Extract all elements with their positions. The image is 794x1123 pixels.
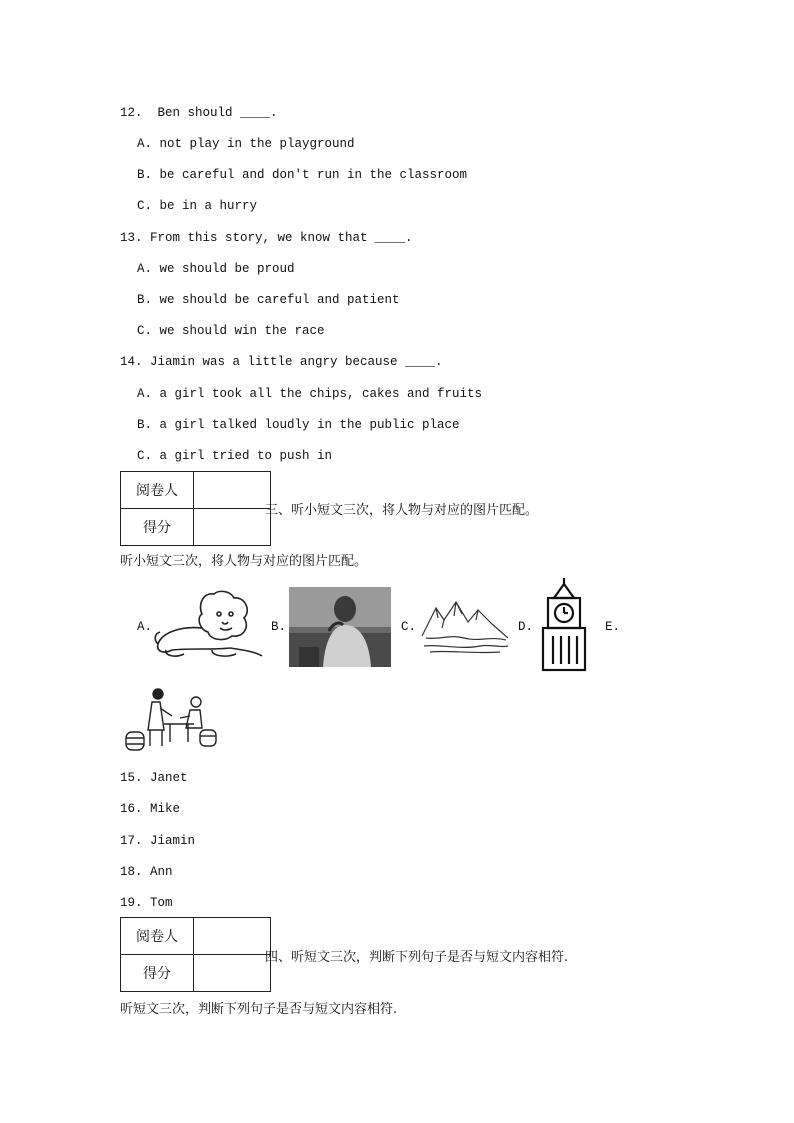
score-label: 得分 [121,955,194,992]
reviewer-label: 阅卷人 [121,918,194,955]
mountains-picture [420,594,510,656]
reviewer-blank[interactable] [194,918,271,955]
reviewer-blank[interactable] [194,472,271,509]
question-14-option-a: A. a girl took all the chips, cakes and fruits [137,387,483,401]
clock-tower-icon [540,576,588,672]
picture-label-e: E. [605,620,621,634]
question-13-option-a: A. we should be proud [137,262,295,276]
picture-label-b: B. [271,620,287,634]
name-item-15: 15. Janet [120,771,188,785]
picture-label-d: D. [518,620,534,634]
question-13-option-c: C. we should win the race [137,324,325,338]
question-13-option-b: B. we should be careful and patient [137,293,400,307]
question-14-option-c: C. a girl tried to push in [137,449,333,463]
score-box-section-3 [120,471,271,546]
farmer-photo [289,587,391,667]
lion-picture [152,588,266,662]
score-box-section-4 [120,917,271,992]
tea-drinkers-picture [120,686,220,754]
picture-label-a: A. [137,620,153,634]
section-4-instruction: 听短文三次，判断下列句子是否与短文内容相符. [120,1002,398,1017]
question-14-stem: 14. Jiamin was a little angry because ____. [120,355,443,369]
name-item-16: 16. Mike [120,802,181,816]
name-item-19: 19. Tom [120,896,173,910]
question-13-stem: 13. From this story, we know that ____. [120,231,413,245]
reviewer-label: 阅卷人 [121,472,194,509]
question-12-option-b: B. be careful and don't run in the classroom [137,168,468,182]
name-item-17: 17. Jiamin [120,834,196,848]
name-item-18: 18. Ann [120,865,173,879]
question-12-option-c: C. be in a hurry [137,199,258,213]
score-label: 得分 [121,509,194,546]
score-blank[interactable] [194,509,271,546]
picture-label-c: C. [401,620,417,634]
score-blank[interactable] [194,955,271,992]
question-14-option-b: B. a girl talked loudly in the public place [137,418,460,432]
question-12-option-a: A. not play in the playground [137,137,355,151]
question-12-stem: 12. Ben should ____. [120,106,278,120]
section-3-header: 三、听小短文三次，将人物与对应的图片匹配。 [265,503,539,518]
section-3-instruction: 听小短文三次，将人物与对应的图片匹配。 [120,554,368,569]
section-4-header: 四、听短文三次，判断下列句子是否与短文内容相符. [265,950,569,965]
